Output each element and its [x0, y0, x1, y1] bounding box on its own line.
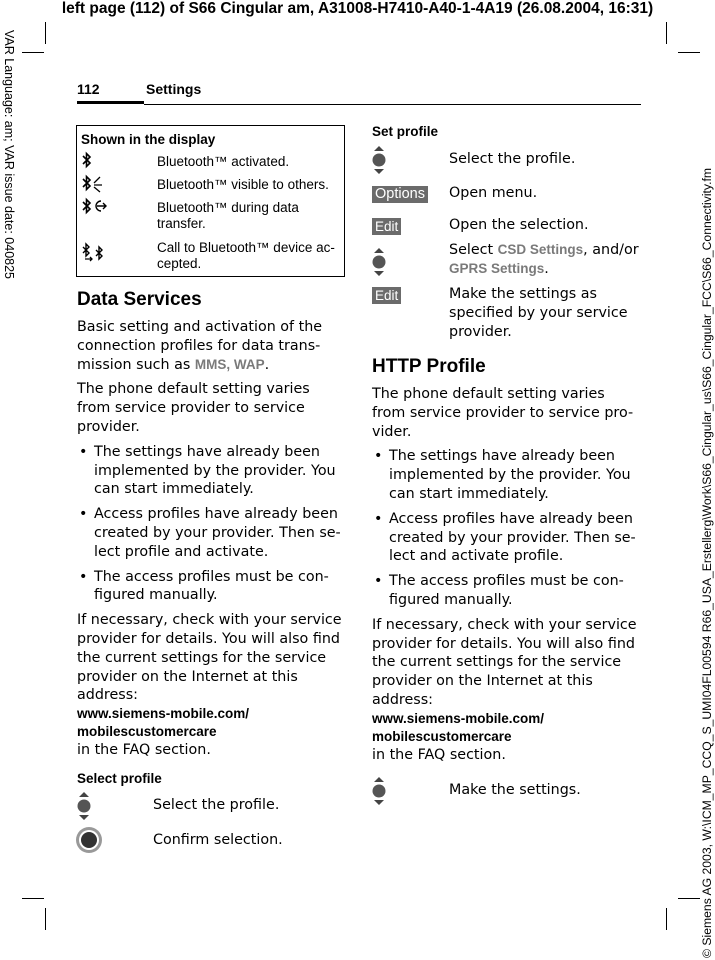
page-title: Settings [146, 81, 202, 97]
set-step-text: Make the settings as specified by your service provider. [449, 286, 628, 340]
set-profile-title: Set profile [372, 124, 439, 139]
data-services-bullets [77, 443, 345, 605]
gprs-settings-keyword: GPRS Settings [449, 260, 545, 276]
support-url: www.siemens-mobile.com/ mobilescustomercare [372, 710, 545, 744]
bluetooth-call-icon [80, 242, 108, 264]
set-step-text: Open the selection. [449, 217, 589, 233]
check-provider-text: If necessary, check with your service provider for details. You will also find the current settings for the service provider on the Internet at this address: [77, 612, 342, 704]
display-icons-box [76, 125, 345, 277]
header-rule [144, 104, 641, 105]
default-setting-text: The phone default setting varies from service provider to service pro-vider. [372, 386, 634, 440]
http-profile-section [372, 356, 640, 765]
list-item: • Access profiles have already been created by your provider. Then se-lect and activate profile. [372, 510, 640, 566]
display-row-text: Bluetooth™ activated. [157, 154, 290, 169]
page-number: 112 [77, 81, 100, 97]
crop-mark [22, 898, 44, 899]
bluetooth-visible-icon [80, 174, 106, 194]
data-services-intro: Basic setting and activation of the connection profiles for data trans-mission such as MMS, WAP. [77, 319, 323, 373]
select-profile-title: Select profile [77, 771, 162, 786]
center-key-icon [75, 826, 103, 854]
crop-mark [22, 52, 44, 53]
options-softkey: Options [372, 183, 428, 203]
intro-keywords: MMS, WAP [194, 356, 265, 372]
final-step-text: Make the settings. [449, 782, 581, 798]
edit-softkey: Edit [372, 216, 401, 235]
navigation-key-icon [372, 145, 386, 175]
faq-text: in the FAQ section. [372, 746, 506, 763]
list-item: • The access profiles must be con-figured manually. [77, 568, 345, 606]
set-step-text: Select the profile. [449, 151, 576, 167]
crop-mark [678, 898, 700, 899]
crop-mark [45, 22, 46, 44]
header-rule-thick [77, 101, 144, 104]
navigation-key-icon [372, 776, 386, 806]
list-item: • Access profiles have already been created by your provider. Then se-lect profile and activate. [77, 505, 345, 561]
crop-mark [45, 908, 46, 930]
display-row-text: Bluetooth™ during data transfer. [157, 200, 299, 231]
bluetooth-transfer-icon [80, 197, 108, 219]
support-url: www.siemens-mobile.com/ mobilescustomercare [77, 706, 250, 740]
bluetooth-icon [80, 151, 102, 171]
edit-softkey: Edit [372, 285, 401, 304]
faq-text: in the FAQ section. [77, 742, 211, 759]
set-step-text: Open menu. [449, 185, 538, 201]
list-item: • The settings have already been implemented by the provider. You can start immediately. [77, 443, 345, 499]
var-language-margin-text: VAR Language: am; VAR issue date: 040825 [2, 30, 16, 280]
display-box-title: Shown in the display [81, 132, 216, 147]
crop-mark [666, 22, 667, 44]
navigation-key-icon [77, 791, 91, 821]
data-services-section [77, 289, 345, 760]
csd-settings-keyword: CSD Settings [497, 242, 584, 257]
confirm-step-text: Confirm selection. [153, 832, 283, 848]
http-profile-bullets [372, 447, 640, 609]
crop-mark [666, 908, 667, 930]
display-row-text: Bluetooth™ visible to others. [157, 177, 329, 192]
data-services-heading: Data Services [77, 289, 202, 310]
list-item: • The access profiles must be con-figured manually. [372, 572, 640, 610]
select-step-text: Select the profile. [153, 797, 280, 813]
copyright-margin-text: © Siemens AG 2003, W:\ICM_MP_CCQ_S_UMI04FL00594 R66_USA_Erstellerg\Work\S66_Cingular_us\S66_Cingular_FCC\S66_Connectivity.fm [700, 167, 714, 958]
http-profile-heading: HTTP Profile [372, 356, 486, 377]
check-provider-text: If necessary, check with your service provider for details. You will also find the current settings for the service provider on the Internet at this address: [372, 616, 637, 708]
display-row-text: Call to Bluetooth™ device ac-cepted. [157, 240, 335, 271]
list-item: • The settings have already been implemented by the provider. You can start immediately. [372, 447, 640, 503]
navigation-key-icon [372, 247, 386, 277]
crop-mark [678, 52, 700, 53]
set-step-text: Select CSD Settings, and/or GPRS Settings. [449, 242, 639, 277]
default-setting-text: The phone default setting varies from service provider to service provider. [77, 381, 310, 435]
document-source-line: left page (112) of S66 Cingular am, A31008-H7410-A40-1-4A19 (26.08.2004, 16:31) [61, 0, 654, 17]
